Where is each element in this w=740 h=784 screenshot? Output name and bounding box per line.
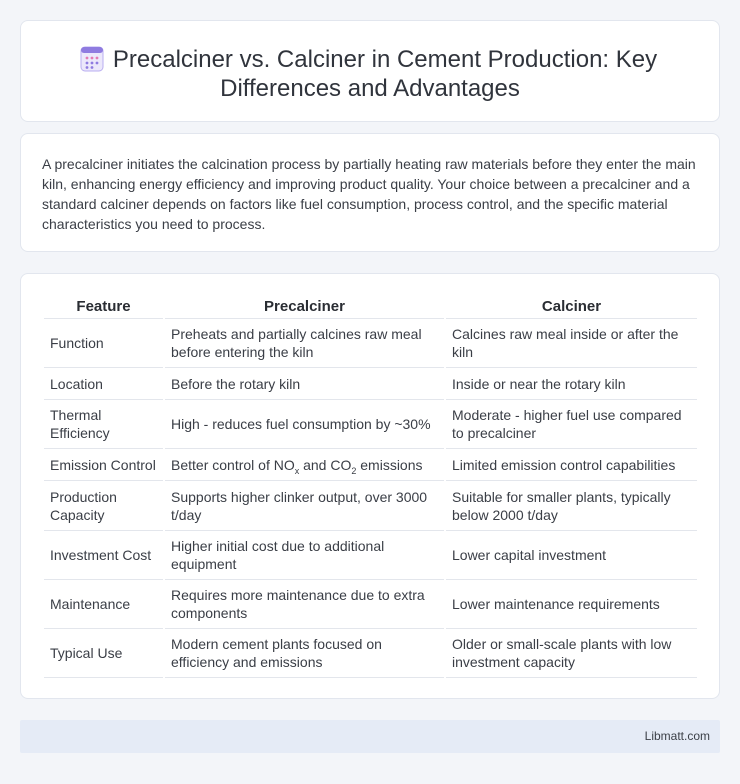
table-row bbox=[44, 319, 697, 368]
table-row bbox=[44, 368, 697, 400]
calciner-cell: Older or small-scale plants with low investment capacity bbox=[446, 629, 697, 678]
intro-paragraph: A precalciner initiates the calcination process by partially heating raw materials before they enter the main kiln, enhancing energy efficiency and improving product quality. Your choice between a precalciner and a standard calciner depends on factors like fuel consumption, process control, and the specific material characteristics you need to process. bbox=[42, 156, 696, 232]
calciner-cell: Suitable for smaller plants, typically below 2000 t/day bbox=[446, 481, 697, 531]
feature-cell: Maintenance bbox=[44, 580, 163, 629]
calciner-cell: Calcines raw meal inside or after the kiln bbox=[446, 319, 697, 368]
table-row bbox=[44, 531, 697, 580]
table-header-row bbox=[44, 295, 697, 319]
header-calciner: Calciner bbox=[446, 295, 697, 319]
comparison-table bbox=[42, 295, 699, 678]
footer-brand[interactable]: Libmatt.com bbox=[644, 729, 710, 743]
table-row bbox=[44, 449, 697, 481]
table-row bbox=[44, 400, 697, 449]
co2-subscript: 2 bbox=[351, 465, 357, 476]
precalciner-cell bbox=[165, 449, 444, 481]
feature-cell: Typical Use bbox=[44, 629, 163, 678]
page-title bbox=[21, 45, 719, 103]
footer-bar bbox=[20, 720, 720, 753]
intro-card bbox=[20, 133, 720, 252]
feature-cell: Location bbox=[44, 368, 163, 400]
table-row bbox=[44, 629, 697, 678]
precalciner-cell: Before the rotary kiln bbox=[165, 368, 444, 400]
calciner-cell: Lower capital investment bbox=[446, 531, 697, 580]
calciner-cell: Lower maintenance requirements bbox=[446, 580, 697, 629]
precalciner-cell: Higher initial cost due to additional equipment bbox=[165, 531, 444, 580]
calciner-cell: Moderate - higher fuel use compared to precalciner bbox=[446, 400, 697, 449]
header-feature: Feature bbox=[44, 295, 163, 319]
feature-cell: Thermal Efficiency bbox=[44, 400, 163, 449]
title-card bbox=[20, 20, 720, 122]
feature-cell: Production Capacity bbox=[44, 481, 163, 531]
table-row bbox=[44, 481, 697, 531]
emission-text-suffix: emissions bbox=[356, 456, 423, 473]
feature-cell: Function bbox=[44, 319, 163, 368]
comparison-card bbox=[20, 273, 720, 699]
calciner-cell: Limited emission control capabilities bbox=[446, 449, 697, 481]
precalciner-cell: Modern cement plants focused on efficiency and emissions bbox=[165, 629, 444, 678]
feature-cell: Investment Cost bbox=[44, 531, 163, 580]
precalciner-cell: Supports higher clinker output, over 3000 t/day bbox=[165, 481, 444, 531]
calciner-cell: Inside or near the rotary kiln bbox=[446, 368, 697, 400]
precalciner-cell: Requires more maintenance due to extra components bbox=[165, 580, 444, 629]
precalciner-cell: High - reduces fuel consumption by ~30% bbox=[165, 400, 444, 449]
feature-cell: Emission Control bbox=[44, 449, 163, 481]
nox-subscript: x bbox=[294, 465, 300, 476]
emission-text-mid: and CO bbox=[299, 456, 352, 473]
page-title-line2: Differences and Advantages bbox=[220, 75, 520, 102]
header-precalciner: Precalciner bbox=[165, 295, 444, 319]
table-row bbox=[44, 580, 697, 629]
page-title-line1: Precalciner vs. Calciner in Cement Production: Key bbox=[112, 46, 658, 73]
precalciner-cell: Preheats and partially calcines raw meal before entering the kiln bbox=[165, 319, 444, 368]
emission-text-prefix: Better control of NO bbox=[171, 456, 295, 473]
